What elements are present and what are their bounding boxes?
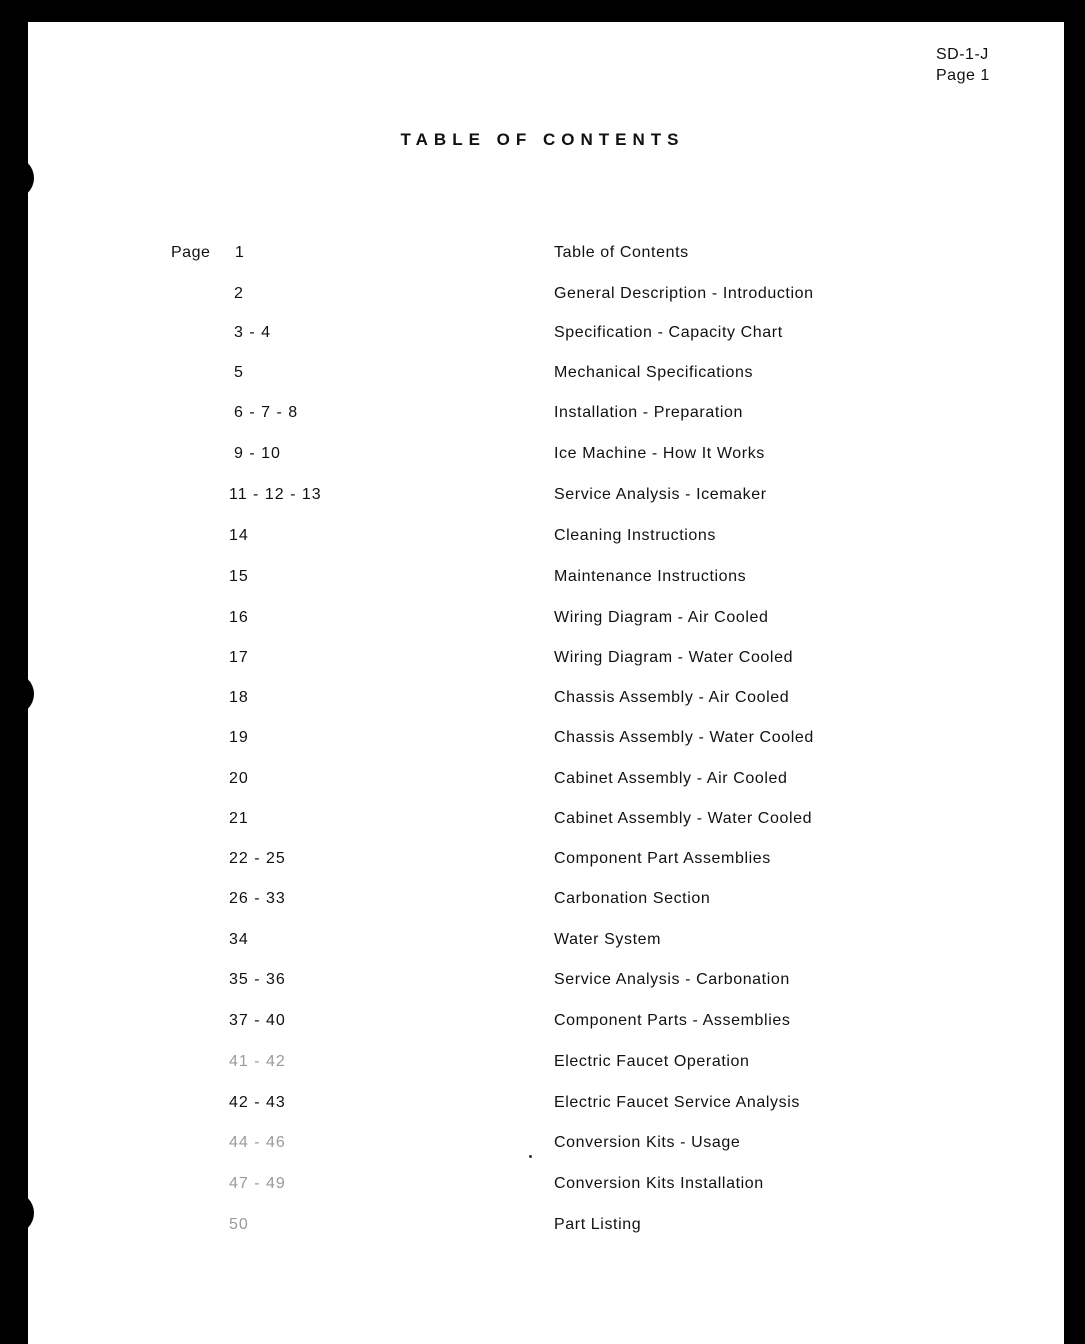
toc-page-range: 26 - 33 <box>229 890 286 907</box>
toc-row <box>0 445 1085 469</box>
toc-topic: Service Analysis - Icemaker <box>554 486 767 503</box>
toc-page-range: 35 - 36 <box>229 971 286 988</box>
toc-topic: Chassis Assembly - Air Cooled <box>554 689 790 706</box>
toc-page-range: 44 - 46 <box>229 1134 286 1151</box>
toc-page-range: 5 <box>234 364 244 381</box>
toc-topic: Wiring Diagram - Water Cooled <box>554 649 794 666</box>
toc-page-range: 19 <box>229 729 249 746</box>
toc-row <box>0 285 1085 309</box>
toc-page-range: 9 - 10 <box>234 445 281 462</box>
toc-row <box>0 810 1085 834</box>
toc-page-range: 47 - 49 <box>229 1175 286 1192</box>
toc-topic: Ice Machine - How It Works <box>554 445 765 462</box>
toc-page-range: 1 <box>235 244 245 261</box>
toc-row <box>0 729 1085 753</box>
toc-row <box>0 324 1085 348</box>
toc-row <box>0 770 1085 794</box>
toc-row <box>0 971 1085 995</box>
toc-row <box>0 568 1085 592</box>
page-number: Page 1 <box>936 67 990 84</box>
toc-row <box>0 890 1085 914</box>
toc-row <box>0 1053 1085 1077</box>
toc-page-range: 15 <box>229 568 249 585</box>
toc-row <box>0 1134 1085 1158</box>
toc-topic: Mechanical Specifications <box>554 364 754 381</box>
document-id <box>936 44 990 86</box>
toc-page-range: 42 - 43 <box>229 1094 286 1111</box>
toc-row <box>0 486 1085 510</box>
toc-row <box>0 689 1085 713</box>
toc-row <box>0 931 1085 955</box>
toc-topic: Carbonation Section <box>554 890 711 907</box>
toc-topic: Chassis Assembly - Water Cooled <box>554 729 814 746</box>
toc-topic: Service Analysis - Carbonation <box>554 971 790 988</box>
toc-page-range: 37 - 40 <box>229 1012 286 1029</box>
toc-topic: Cabinet Assembly - Water Cooled <box>554 810 813 827</box>
toc-topic: Conversion Kits - Usage <box>554 1134 741 1151</box>
toc-row <box>0 850 1085 874</box>
toc-topic: Installation - Preparation <box>554 404 744 421</box>
toc-row <box>0 244 1085 268</box>
toc-page-range: 34 <box>229 931 249 948</box>
toc-row <box>0 649 1085 673</box>
toc-topic: Cleaning Instructions <box>554 527 717 544</box>
page-title: TABLE OF CONTENTS <box>400 130 685 149</box>
toc-page-range: 18 <box>229 689 249 706</box>
toc-row <box>0 527 1085 551</box>
toc-topic: Water System <box>554 931 662 948</box>
toc-page-range: 16 <box>229 609 249 626</box>
toc-page-range: 22 - 25 <box>229 850 286 867</box>
toc-topic: Maintenance Instructions <box>554 568 747 585</box>
toc-row <box>0 1216 1085 1240</box>
toc-topic: Electric Faucet Service Analysis <box>554 1094 800 1111</box>
toc-row <box>0 364 1085 388</box>
toc-page-range: 20 <box>229 770 249 787</box>
toc-page-range: 14 <box>229 527 249 544</box>
toc-topic: Conversion Kits Installation <box>554 1175 764 1192</box>
toc-row <box>0 1094 1085 1118</box>
toc-page-range: 11 - 12 - 13 <box>229 486 322 503</box>
toc-topic: General Description - Introduction <box>554 285 814 302</box>
page-column-label: Page <box>171 244 211 261</box>
toc-row <box>0 1175 1085 1199</box>
toc-page-range: 17 <box>229 649 249 666</box>
toc-topic: Electric Faucet Operation <box>554 1053 750 1070</box>
toc-topic: Table of Contents <box>554 244 689 261</box>
toc-topic: Wiring Diagram - Air Cooled <box>554 609 769 626</box>
toc-topic: Specification - Capacity Chart <box>554 324 783 341</box>
toc-page-range: 21 <box>229 810 249 827</box>
toc-page-range: 50 <box>229 1216 249 1233</box>
toc-row <box>0 609 1085 633</box>
toc-row <box>0 404 1085 428</box>
toc-topic: Part Listing <box>554 1216 642 1233</box>
toc-row <box>0 1012 1085 1036</box>
toc-page-range: 6 - 7 - 8 <box>234 404 299 421</box>
doc-number: SD-1-J <box>936 46 989 63</box>
toc-page-range: 3 - 4 <box>234 324 272 341</box>
toc-topic: Component Part Assemblies <box>554 850 771 867</box>
toc-page-range: 41 - 42 <box>229 1053 286 1070</box>
toc-topic: Cabinet Assembly - Air Cooled <box>554 770 788 787</box>
toc-page-range: 2 <box>234 285 244 302</box>
toc-topic: Component Parts - Assemblies <box>554 1012 791 1029</box>
scan-speck <box>529 1155 532 1158</box>
